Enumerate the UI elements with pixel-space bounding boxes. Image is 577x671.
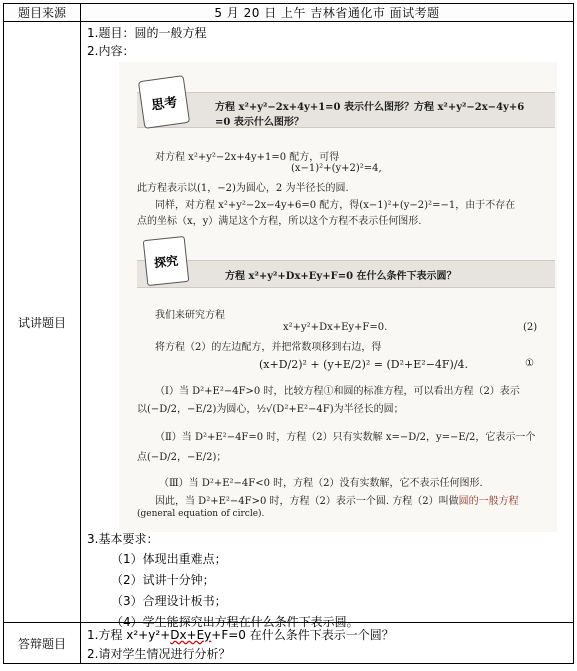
case-1-line-2: 以(−D/2，−E/2)为圆心，½√(D²+E²−4F)为半径长的圆；	[137, 404, 404, 415]
para-3: 同样，对方程 x²+y²−2x−4y+6=0 配方，得(x−1)²+(y−2)²=−1，由于不存在	[155, 200, 516, 211]
study-equation: x²+y²+Dx+Ey+F=0.	[283, 322, 388, 333]
case-1-line-1: （Ⅰ）当 D²+E²−4F>0 时，比较方程①和圆的标准方程，可以看出方程（2）表示	[155, 386, 520, 397]
interview-table	[3, 3, 574, 664]
requirement-4: （4）学生能探究出方程在什么条件下表示圆。	[111, 615, 359, 629]
defense-label: 答辩题目	[4, 623, 81, 664]
topic-line: 1.题目：圆的一般方程	[87, 26, 207, 40]
requirement-1: （1）体现出重难点；	[111, 552, 227, 566]
para-4: 点的坐标（x，y）满足这个方程，所以这个方程不表示任何图形.	[137, 216, 422, 227]
dq1-part-a: 1.方程 x²+y²+	[87, 628, 171, 642]
conclusion-line	[155, 492, 519, 507]
case-3-line: （Ⅲ）当 D²+E²−4F<0 时，方程（2）没有实数解，它不表示任何图形.	[159, 478, 483, 489]
source-label: 题目来源	[4, 4, 81, 22]
completed-square-equation: (x+D/2)² + (y+E/2)² = (D²+E²−4F)/4.	[259, 358, 469, 371]
defense-row	[4, 623, 574, 664]
para-2: 此方程表示以(1，−2)为圆心，2 为半径长的圆.	[137, 183, 349, 194]
source-value: 5 月 20 日 上午 吉林省通化市 面试考题	[81, 4, 574, 22]
content-label: 2.内容：	[87, 44, 135, 58]
defense-question-1	[87, 626, 394, 643]
requirement-2: （2）试讲十分钟；	[111, 573, 215, 587]
para-1: 对方程 x²+y²−2x+4y+1=0 配方，可得	[155, 152, 340, 163]
study-line: 我们来研究方程	[155, 310, 225, 321]
case-2-line-2: 点(−D/2，−E/2)；	[137, 452, 227, 463]
completed-square-number: ①	[525, 358, 534, 369]
defense-content	[81, 623, 574, 664]
think-text-1: 方程 x²+y²−2x+4y+1=0 表示什么图形？方程 x²+y²−2x−4y+6	[215, 102, 525, 113]
trial-content	[81, 22, 574, 629]
trial-label: 试讲题目	[4, 22, 81, 623]
trial-row	[4, 22, 574, 623]
textbook-scan	[119, 62, 557, 532]
explore-text: 方程 x²+y²+Dx+Ey+F=0 在什么条件下表示圆？	[225, 271, 457, 282]
para-1-equation: (x−1)²+(y+2)²=4,	[291, 163, 382, 174]
complete-square-line: 将方程（2）的左边配方，并把常数项移到右边，得	[155, 342, 382, 353]
conclusion-text: 因此，当 D²+E²−4F>0 时，方程（2）表示一个圆. 方程（2）叫做	[155, 496, 459, 507]
requirement-3: （3）合理设计板书；	[111, 594, 227, 608]
dq1-part-c: +F=0 在什么条件下表示一个圆？	[211, 628, 394, 642]
header-row	[4, 4, 574, 22]
english-term: (general equation of circle).	[137, 509, 265, 519]
defense-question-2: 2.请对学生情况进行分析？	[87, 647, 231, 661]
requirements-label: 3.基本要求：	[87, 532, 159, 546]
dq1-part-b: Dx+Ey	[170, 628, 212, 642]
think-icon: 思考	[138, 75, 190, 129]
study-equation-number: (2)	[523, 322, 538, 333]
think-text-2: =0 表示什么图形？	[215, 117, 304, 128]
general-equation-term: 圆的一般方程	[458, 496, 519, 507]
explore-icon: 探究	[143, 236, 190, 286]
case-2-line-1: （Ⅱ）当 D²+E²−4F=0 时，方程（2）只有实数解 x=−D/2，y=−E/2，它表示一个	[155, 432, 536, 443]
